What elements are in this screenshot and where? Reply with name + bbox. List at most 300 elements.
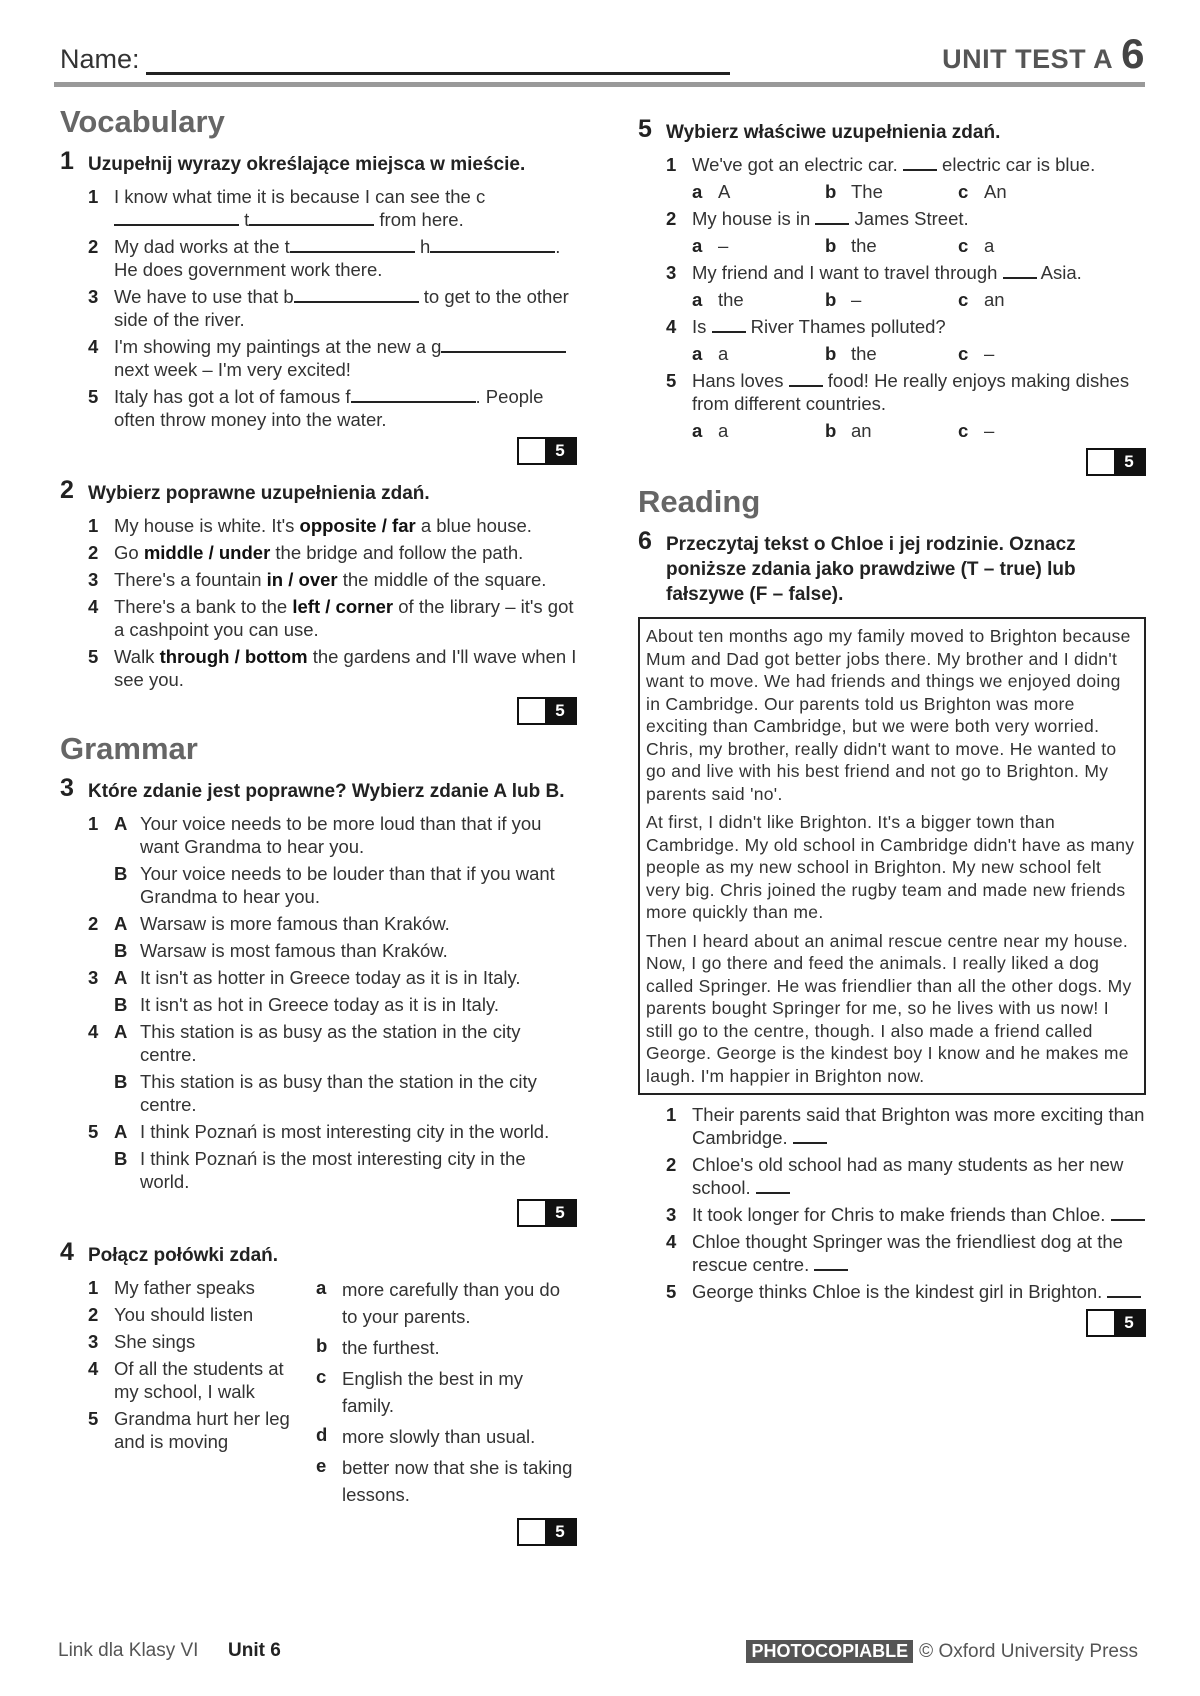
answer-blank[interactable] [430, 235, 555, 253]
item-number: 2 [88, 542, 99, 563]
option-letter: A [114, 1021, 128, 1042]
option-text: the [851, 343, 877, 364]
list-item [88, 541, 577, 564]
item-text-part: t [244, 209, 250, 230]
score-box [60, 437, 577, 465]
option-letter: a [692, 181, 703, 202]
score-box-frame [517, 437, 577, 465]
item-text-part: Is [692, 316, 712, 337]
reading-paragraph: Then I heard about an animal rescue centre near my house. Now, I go there and feed the animals. I really liked a dog called Springer. He was friendlier than all the other dogs. My parents bought Springer for me, so he lives with us now! I still go to the centre, though. I also made a friend called George. George is the kindest boy I know and he makes me laugh. I'm happier in Brighton now. [646, 930, 1132, 1086]
exercise-header [638, 527, 1146, 607]
item-text [114, 541, 577, 564]
list-item [666, 1230, 1146, 1276]
list-item [316, 1365, 577, 1419]
option-a-text[interactable]: I think Poznań is most interesting city in the world. [140, 1121, 550, 1142]
score-input[interactable] [1088, 450, 1114, 474]
item-text-part: My friend and I want to travel through [692, 262, 1003, 283]
exercise-number: 2 [60, 476, 74, 504]
item-letter: a [316, 1277, 327, 1298]
exercise-number: 1 [60, 147, 74, 175]
answer-blank[interactable] [712, 315, 746, 333]
score-max: 5 [545, 699, 575, 723]
exercise-1 [60, 147, 577, 465]
answer-options [692, 342, 1146, 365]
list-item [88, 1020, 577, 1066]
item-number: 4 [88, 1021, 99, 1042]
item-text [692, 1280, 1146, 1303]
option-text: the [851, 235, 877, 256]
item-text-part: from here. [374, 209, 464, 230]
answer-blank[interactable] [294, 285, 419, 303]
item-text: Grandma hurt her leg and is moving [114, 1408, 290, 1452]
item-number: 3 [666, 1204, 677, 1225]
option-b[interactable] [825, 180, 958, 203]
reading-paragraph: About ten months ago my family moved to Brighton because Mum and Dad got better jobs there. My brother and I didn't want to move. We had friends and things we enjoyed doing in Cambridge. Our parents told us Brighton was more exciting than Cambridge, but we were both very worried. Chris, my brother, really didn't want to move. He wanted to go and live with his best friend and not go to Brighton. My parents said 'no'. [646, 626, 1131, 804]
item-text-part: food! He really enjoys making dishes from different countries. [692, 370, 1130, 414]
item-text-part: Their parents said that Brighton was more exciting than Cambridge. [692, 1104, 1145, 1148]
item-text-part: I know what time it is because I can see the c [114, 186, 486, 207]
answer-blank[interactable] [114, 208, 239, 226]
option-letter: B [114, 994, 128, 1015]
name-line [146, 72, 730, 75]
item-text-part: It took longer for Chris to make friends than Chloe. [692, 1204, 1106, 1225]
answer-blank[interactable] [1107, 1280, 1141, 1298]
item-text: the furthest. [342, 1337, 440, 1358]
item-number: 1 [88, 186, 99, 207]
matching-right-column [316, 1276, 577, 1512]
item-text-part: River Thames polluted? [745, 316, 946, 337]
score-max: 5 [1114, 450, 1144, 474]
item-text-part: a blue house. [415, 515, 532, 536]
item-number: 5 [88, 646, 99, 667]
item-text [114, 595, 577, 641]
list-item [88, 862, 577, 908]
item-number: 2 [88, 236, 99, 257]
exercise-items [88, 514, 577, 691]
score-input[interactable] [519, 439, 545, 463]
item-letter: c [316, 1366, 327, 1387]
option-b-text[interactable]: It isn't as hot in Greece today as it is in Italy. [140, 994, 499, 1015]
reading-text-box [638, 617, 1146, 1095]
list-item [88, 993, 577, 1016]
answer-blank[interactable] [814, 1253, 848, 1271]
item-letter: e [316, 1455, 327, 1476]
item-text-part: There's a bank to the [114, 596, 293, 617]
list-item [88, 939, 577, 962]
item-text-part: My house is in [692, 208, 816, 229]
exercise-header [60, 774, 577, 804]
list-item [88, 235, 577, 281]
item-text-part: James Street. [849, 208, 969, 229]
list-item [88, 812, 577, 858]
answer-blank[interactable] [441, 335, 566, 353]
item-text [114, 285, 577, 331]
list-item [88, 1330, 316, 1353]
option-2[interactable]: bottom [244, 646, 308, 667]
option-1[interactable]: middle [143, 542, 204, 563]
item-text-part: My house is white. It's [114, 515, 300, 536]
exercise-number: 4 [60, 1238, 74, 1266]
footer [58, 1640, 1138, 1670]
option-letter: c [958, 181, 969, 202]
item-text [692, 1153, 1146, 1199]
item-number: 2 [88, 913, 99, 934]
exercise-header [60, 476, 577, 506]
list-item [666, 1280, 1146, 1303]
score-box [638, 448, 1146, 476]
option-b[interactable] [825, 234, 958, 257]
option-2[interactable]: corner [335, 596, 394, 617]
item-text-part: electric car is blue. [936, 154, 1096, 175]
item-number: 5 [666, 1281, 677, 1302]
item-text [692, 369, 1146, 415]
list-item [88, 1147, 577, 1193]
item-text: You should listen [114, 1304, 254, 1325]
score-box [60, 697, 577, 725]
item-number: 1 [666, 154, 677, 175]
item-text: better now that she is taking lessons. [342, 1457, 573, 1505]
item-text-part: George thinks Chloe is the kindest girl in Brighton. [692, 1281, 1103, 1302]
score-box [638, 1309, 1146, 1337]
item-text-part: There's a fountain [114, 569, 267, 590]
option-letter: A [114, 967, 128, 988]
score-input[interactable] [519, 1520, 545, 1544]
option-2[interactable]: under [218, 542, 271, 563]
item-text-part: h [419, 236, 431, 257]
item-text-part: . People often throw money into the water. [114, 386, 544, 430]
unit-test-label: UNIT TEST A [942, 44, 1114, 74]
list-item [88, 514, 577, 537]
item-text-part: to get to the other side of the river. [114, 286, 569, 330]
score-box-frame [517, 1518, 577, 1546]
option-letter: a [692, 289, 703, 310]
option-b[interactable] [825, 342, 958, 365]
option-b-text[interactable]: I think Poznań is the most interesting city in the world. [140, 1148, 526, 1192]
item-number-spacer [88, 939, 114, 962]
option-letter: b [825, 235, 837, 256]
list-item [666, 261, 1146, 284]
list-item [88, 1407, 316, 1453]
item-text-part: the gardens and I'll wave when I see you. [114, 646, 577, 690]
item-text-part: next week – I'm very excited! [114, 359, 351, 380]
item-number: 5 [88, 1121, 99, 1142]
list-item [88, 966, 577, 989]
option-1[interactable]: opposite [299, 515, 377, 536]
answer-blank[interactable] [903, 153, 937, 171]
option-2[interactable]: over [298, 569, 338, 590]
list-item [88, 1303, 316, 1326]
option-separator: / [229, 646, 245, 667]
option-a-text[interactable]: This station is as busy as the station in the city centre. [140, 1021, 521, 1065]
exercise-instruction: Wybierz właściwe uzupełnienia zdań. [666, 122, 1001, 143]
option-text: An [984, 181, 1007, 202]
item-letter: d [316, 1424, 328, 1445]
exercise-instruction: Wybierz poprawne uzupełnienia zdań. [88, 483, 430, 504]
item-text [692, 153, 1146, 176]
option-a[interactable] [692, 288, 825, 311]
answer-blank[interactable] [1003, 261, 1037, 279]
exercise-header [638, 115, 1146, 145]
list-item [88, 1120, 577, 1143]
answer-options [692, 419, 1146, 442]
option-letter: c [958, 235, 969, 256]
option-c[interactable] [958, 288, 1091, 311]
exercise-instruction: Przeczytaj tekst o Chloe i jej rodzinie. Oznacz poniższe zdania jako prawdziwe (T – true) lub fałszywe (F – false). [666, 534, 1076, 605]
exercise-instruction: Połącz połówki zdań. [88, 1245, 279, 1266]
option-text: – [718, 235, 729, 256]
item-number-spacer [88, 993, 114, 1016]
copyright [746, 1640, 1138, 1663]
list-item [88, 285, 577, 331]
option-b-text[interactable]: Warsaw is most famous than Kraków. [140, 940, 448, 961]
item-number: 3 [88, 1331, 99, 1352]
option-text: a [984, 235, 995, 256]
item-number: 1 [88, 813, 99, 834]
answer-options [692, 234, 1146, 257]
list-item [88, 595, 577, 641]
header-rule [54, 82, 1145, 87]
option-a[interactable] [692, 234, 825, 257]
item-text [114, 385, 577, 431]
list-item [88, 645, 577, 691]
option-a-text[interactable]: It isn't as hotter in Greece today as it is in Italy. [140, 967, 521, 988]
item-number: 4 [666, 1231, 677, 1252]
list-item [666, 1203, 1146, 1226]
answer-blank[interactable] [756, 1176, 790, 1194]
exercise-items [88, 812, 577, 1193]
item-text-part: the middle of the square. [337, 569, 547, 590]
item-letter: b [316, 1335, 328, 1356]
option-letter: A [114, 813, 128, 834]
item-text [692, 1203, 1146, 1226]
score-box [60, 1199, 577, 1227]
answer-options [692, 180, 1146, 203]
option-text: A [718, 181, 731, 202]
item-number: 2 [88, 1304, 99, 1325]
item-text [114, 335, 577, 381]
list-item [666, 315, 1146, 338]
option-2[interactable]: far [392, 515, 416, 536]
list-item [666, 1103, 1146, 1149]
exercise-instruction: Które zdanie jest poprawne? Wybierz zdanie A lub B. [88, 781, 565, 802]
item-number-spacer [88, 1147, 114, 1193]
exercise-header [60, 1238, 577, 1268]
item-text [114, 568, 577, 591]
course-name: Link dla Klasy VI [58, 1640, 199, 1661]
score-input[interactable] [1088, 1311, 1114, 1335]
item-text: Of all the students at my school, I walk [114, 1358, 284, 1402]
item-number: 3 [88, 569, 99, 590]
item-number: 4 [88, 1358, 99, 1379]
photocopiable-badge: PHOTOCOPIABLE [746, 1640, 913, 1663]
item-text [692, 261, 1146, 284]
option-b[interactable] [825, 419, 958, 442]
item-text-part: Asia. [1036, 262, 1082, 283]
exercise-items [666, 1103, 1146, 1303]
item-number: 5 [666, 370, 677, 391]
item-text-part: Chloe's old school had as many students as her new school. [692, 1154, 1124, 1198]
item-text-part: Chloe thought Springer was the friendliest dog at the rescue centre. [692, 1231, 1123, 1275]
item-text: English the best in my family. [342, 1368, 523, 1416]
option-letter: B [114, 1148, 128, 1169]
item-number-spacer [88, 862, 114, 908]
option-text: an [984, 289, 1005, 310]
list-item [88, 185, 577, 231]
score-input[interactable] [519, 1201, 545, 1225]
option-letter: A [114, 913, 128, 934]
option-letter: b [825, 343, 837, 364]
item-number-spacer [88, 1070, 114, 1116]
item-text-part: Hans loves [692, 370, 789, 391]
item-number: 4 [666, 316, 677, 337]
item-number: 2 [666, 1154, 677, 1175]
exercise-items [666, 153, 1146, 442]
answer-blank[interactable] [789, 369, 823, 387]
option-letter: B [114, 1071, 128, 1092]
score-max: 5 [545, 1201, 575, 1225]
option-c[interactable] [958, 419, 1091, 442]
item-text [692, 207, 1146, 230]
item-text-part: We have to use that b [114, 286, 294, 307]
reading-paragraph: At first, I didn't like Brighton. It's a bigger town than Cambridge. My old school in Cambridge didn't have as many people as my new school in Brighton. My new school felt very big. Chris joined the rugby team and made new friends more quickly than me. [646, 812, 1135, 922]
right-column [638, 115, 1146, 1337]
option-a-text[interactable]: Warsaw is more famous than Kraków. [140, 913, 450, 934]
item-text-part: We've got an electric car. [692, 154, 903, 175]
option-a[interactable] [692, 419, 825, 442]
option-1[interactable]: left [292, 596, 321, 617]
option-b-text[interactable]: Your voice needs to be louder than that if you want Grandma to hear you. [140, 863, 555, 907]
exercise-items [88, 185, 577, 431]
option-text: a [718, 420, 729, 441]
list-item [666, 153, 1146, 176]
item-text-part: I'm showing my paintings at the new a g [114, 336, 442, 357]
answer-options [692, 288, 1146, 311]
option-separator: / [203, 542, 219, 563]
exercise-6 [638, 527, 1146, 1337]
option-letter: b [825, 420, 837, 441]
answer-blank[interactable] [1111, 1203, 1145, 1221]
exercise-2 [60, 476, 577, 725]
exercise-number: 6 [638, 527, 652, 555]
exercise-header [60, 147, 577, 177]
option-letter: c [958, 420, 969, 441]
option-text: the [718, 289, 744, 310]
unit-test-title [942, 30, 1145, 78]
option-b-text[interactable]: This station is as busy than the station in the city centre. [140, 1071, 537, 1115]
score-box-frame [1086, 1309, 1146, 1337]
option-b[interactable] [825, 288, 958, 311]
option-c[interactable] [958, 234, 1091, 257]
item-text: She sings [114, 1331, 196, 1352]
score-input[interactable] [519, 699, 545, 723]
option-letter: b [825, 289, 837, 310]
option-letter: B [114, 863, 128, 884]
option-separator: / [376, 515, 393, 536]
option-letter: c [958, 289, 969, 310]
item-text [114, 645, 577, 691]
item-text [692, 1230, 1146, 1276]
answer-blank[interactable] [290, 235, 415, 253]
exercise-3 [60, 774, 577, 1227]
option-separator: / [320, 596, 336, 617]
item-text-part: the bridge and follow the path. [270, 542, 524, 563]
list-item [88, 912, 577, 935]
list-item [88, 335, 577, 381]
option-c[interactable] [958, 180, 1091, 203]
option-1[interactable]: in [266, 569, 284, 590]
item-number: 3 [88, 967, 99, 988]
item-number: 1 [88, 1277, 99, 1298]
item-text [114, 514, 577, 537]
section-title-reading: Reading [638, 484, 761, 519]
score-box-frame [1086, 448, 1146, 476]
list-item [666, 1153, 1146, 1199]
option-letter: c [958, 343, 969, 364]
option-a-text[interactable]: Your voice needs to be more loud than that if you want Grandma to hear you. [140, 813, 542, 857]
answer-blank[interactable] [351, 385, 476, 403]
item-number: 4 [88, 596, 99, 617]
option-letter: a [692, 420, 703, 441]
list-item [88, 385, 577, 431]
item-number: 1 [666, 1104, 677, 1125]
item-text [692, 1103, 1146, 1149]
option-text: a [718, 343, 729, 364]
list-item [316, 1423, 577, 1450]
option-letter: a [692, 235, 703, 256]
section-title-vocabulary: Vocabulary [60, 104, 225, 139]
exercise-instruction: Uzupełnij wyrazy określające miejsca w mieście. [88, 154, 526, 175]
answer-blank[interactable] [249, 208, 374, 226]
item-text-part: of the library – it's got a cashpoint you can use. [114, 596, 574, 640]
answer-blank[interactable] [793, 1126, 827, 1144]
matching-left-column [88, 1276, 316, 1512]
item-text [114, 185, 577, 231]
option-text: – [984, 343, 995, 364]
list-item [88, 1070, 577, 1116]
left-column [60, 104, 577, 1546]
header [60, 30, 1145, 90]
item-number: 3 [88, 286, 99, 307]
option-text: an [851, 420, 872, 441]
score-max: 5 [1114, 1311, 1144, 1335]
list-item [316, 1334, 577, 1361]
option-a[interactable] [692, 180, 825, 203]
option-separator: / [283, 569, 299, 590]
item-number: 5 [88, 1408, 99, 1429]
option-c[interactable] [958, 342, 1091, 365]
item-text: My father speaks [114, 1277, 255, 1298]
option-text: – [851, 289, 862, 310]
option-letter: A [114, 1121, 128, 1142]
option-1[interactable]: through [159, 646, 230, 667]
score-box-frame [517, 1199, 577, 1227]
option-text: – [984, 420, 995, 441]
item-text [114, 235, 577, 281]
item-text [692, 315, 1146, 338]
option-a[interactable] [692, 342, 825, 365]
item-number: 1 [88, 515, 99, 536]
option-letter: b [825, 181, 837, 202]
unit-test-number: 6 [1121, 30, 1145, 77]
answer-blank[interactable] [815, 207, 849, 225]
item-text-part: Walk [114, 646, 160, 667]
list-item [88, 1276, 316, 1299]
option-text: The [851, 181, 883, 202]
item-number: 2 [666, 208, 677, 229]
score-box-frame [517, 697, 577, 725]
item-number: 5 [88, 386, 99, 407]
item-number: 4 [88, 336, 99, 357]
